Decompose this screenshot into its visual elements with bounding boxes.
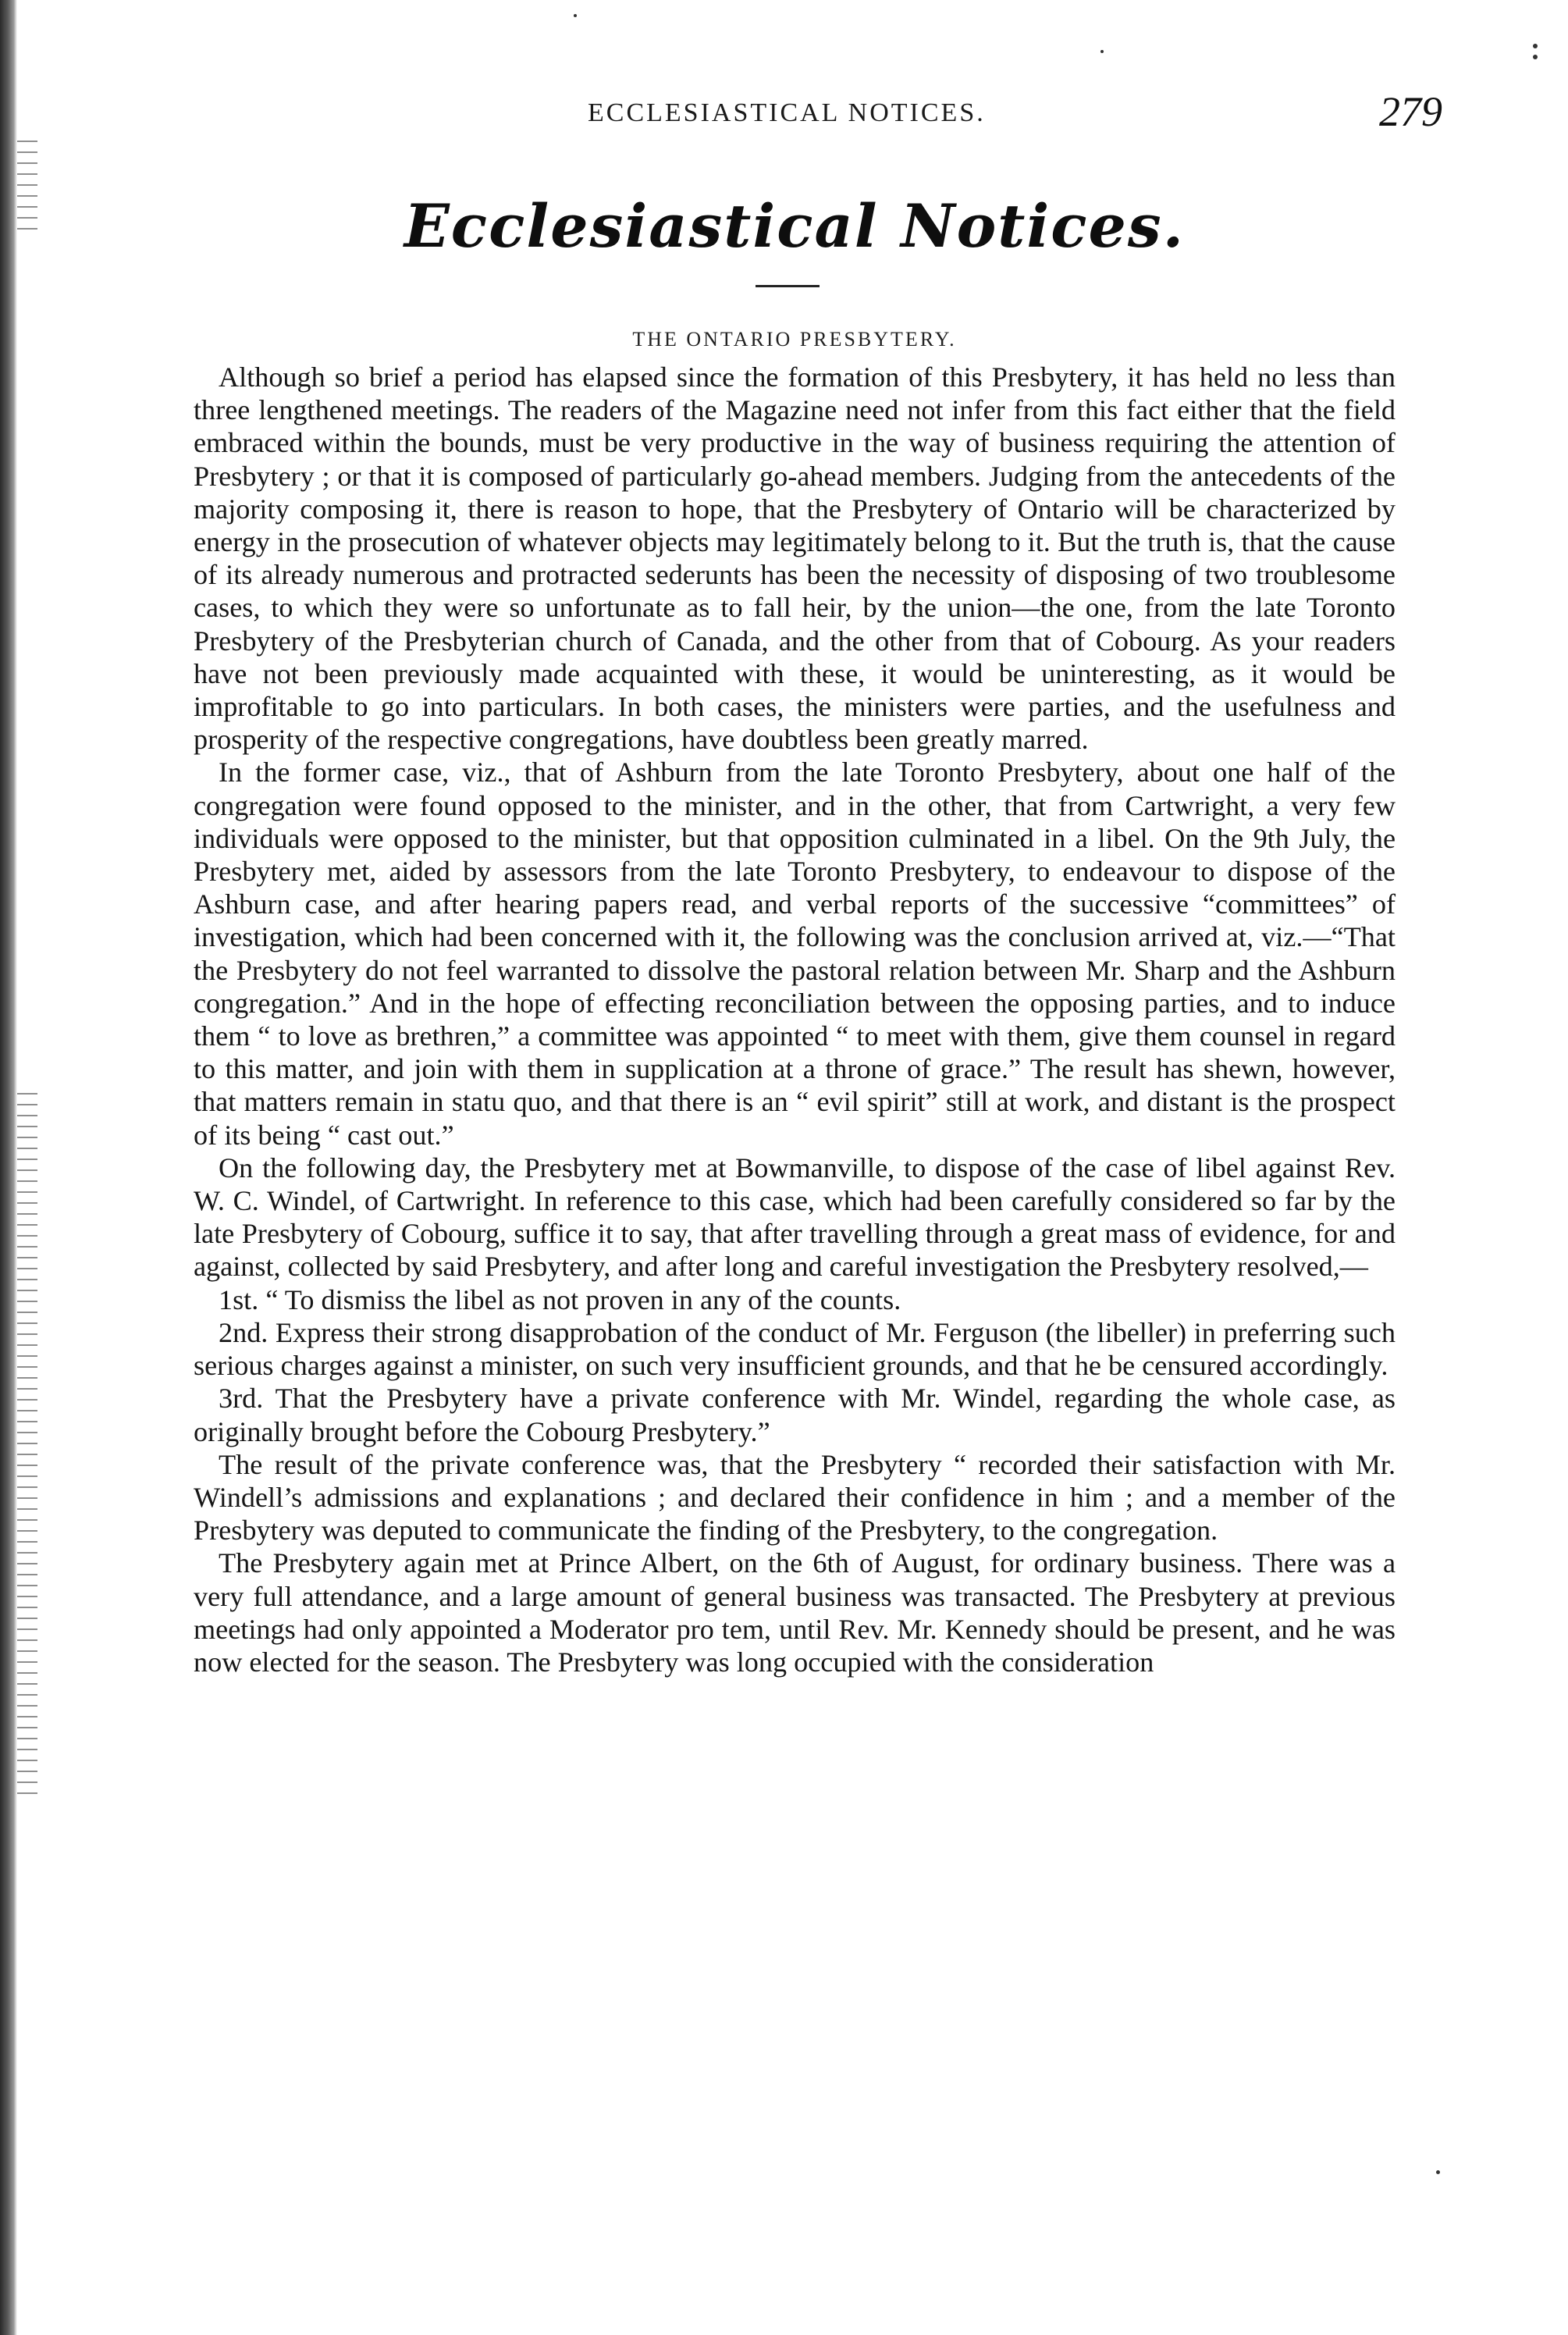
paragraph: Although so brief a period has elapsed since the formation of this Presbytery, it has held no less than three lengthened meetings. The readers of the Magazine need not infer from this fact either that the field embraced within the bounds, must be very productive in the way of business requiring the attention of Presbytery ; or that it is composed of particularly go-ahead members. Judging from the antecedents of the majority composing it, there is reason to hope, that the Presbytery of Ontario will be characterized by energy in the prosecution of whatever objects may legitimately belong to it. But the truth is, that the cause of its already numerous and protracted sederunts has been the necessity of disposing of two troublesome cases, to which they were so unfortunate as to fall heir, by the union—the one, from the late Toronto Presbytery of the Presbyterian church of Canada, and the other from that of Cobourg. As your readers have not been previously made acquainted with these, it would be uninteresting, as it would be improfitable to go into particulars. In both cases, the ministers were parties, and the usefulness and prosperity of the respective congregations, have doubtless been greatly marred. — [194, 361, 1396, 756]
title-rule — [756, 285, 820, 287]
article-body — [194, 361, 1396, 1678]
paragraph: On the following day, the Presbytery met at Bowmanville, to dispose of the case of libel against Rev. W. C. Windel, of Cartwright. In reference to this case, which had been carefully considered so far by the late Presbytery of Cobourg, suffice it to say, that after travelling through a great mass of evidence, for and against, collected by said Presbytery, and after long and careful investigation the Presbytery resolved,— — [194, 1151, 1396, 1283]
scan-speck — [1533, 55, 1538, 59]
paragraph: 2nd. Express their strong disapprobation of the conduct of Mr. Ferguson (the libeller) in preferring such serious charges against a minister, on such very insufficient grounds, and that he be censured accordingly. — [194, 1316, 1396, 1382]
paragraph: In the former case, viz., that of Ashburn from the late Toronto Presbytery, about one half of the congregation were found opposed to the minister, and in the other, that from Cartwright, a very few individuals were opposed to the minister, but that opposition culminated in a libel. On the 9th July, the Presbytery met, aided by assessors from the late Toronto Presbytery, to endeavour to dispose of the Ashburn case, and after hearing papers read, and verbal reports of the successive “committees” of investigation, which had been concerned with it, the following was the conclusion arrived at, viz.—“That the Presbytery do not feel warranted to dissolve the pastoral relation between Mr. Sharp and the Ashburn congregation.” And in the hope of effecting reconciliation between the opposing parties, and to induce them “ to love as brethren,” a committee was appointed “ to meet with them, give them counsel in regard to this matter, and join with them in supplication at a throne of grace.” The result has shewn, however, that matters remain in statu quo, and that there is an “ evil spirit” still at work, and distant is the prospect of its being “ cast out.” — [194, 756, 1396, 1151]
scan-binding-shadow — [17, 141, 37, 234]
running-title: ECCLESIASTICAL NOTICES. — [588, 98, 986, 127]
paragraph: 3rd. That the Presbytery have a private conference with Mr. Windel, regarding the whole case, as originally brought before the Cobourg Presbytery.” — [194, 1383, 1396, 1447]
scan-speck — [1436, 2170, 1440, 2174]
scan-binding-shadow — [17, 1093, 37, 1796]
scan-binding-edge — [0, 0, 17, 2335]
paragraph: The result of the private conference was, that the Presbytery “ recorded their satisfaction with Mr. Windell’s admissions and explanations ; and declared their confidence in him ; and a member of the Presbytery was deputed to communicate the finding of the Presbytery, to the congregation. — [194, 1448, 1396, 1547]
article-heading: THE ONTARIO PRESBYTERY. — [632, 328, 957, 351]
scan-speck — [1533, 44, 1538, 48]
section-title: Ecclesiastical Notices. — [404, 191, 1186, 261]
page-number: 279 — [1379, 88, 1442, 135]
running-head — [194, 87, 1442, 135]
paragraph: The Presbytery again met at Prince Albert, on the 6th of August, for ordinary business. There was a very full attendance, and a large amount of general business was transacted. The Presbytery at previous meetings had only appointed a Moderator pro tem, until Rev. Mr. Kennedy should be present, and he was now elected for the season. The Presbytery was long occupied with the consideration — [194, 1547, 1396, 1678]
scan-speck — [574, 14, 577, 17]
scan-speck — [1100, 50, 1104, 53]
paragraph: 1st. “ To dismiss the libel as not proven in any of the counts. — [219, 1283, 901, 1315]
